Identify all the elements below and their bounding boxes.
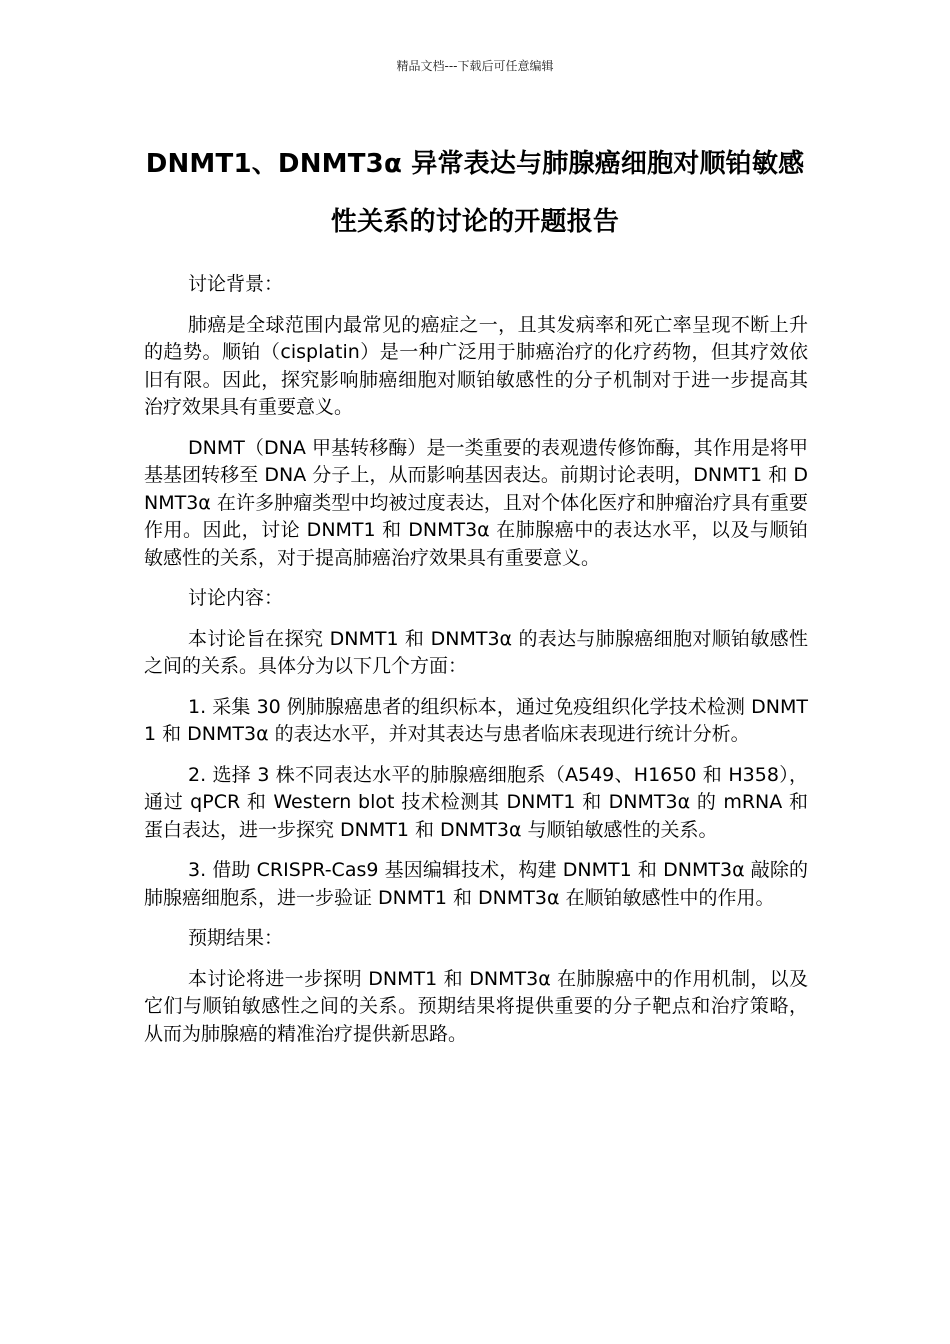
paragraph-results: 本讨论将进一步探明 DNMT1 和 DNMT3α 在肺腺癌中的作用机制，以及它们与顺铂敏感性之间的关系。预期结果将提供重要的分子靶点和治疗策略，从而为肺腺癌的精准治疗提供新思路。 [144, 967, 808, 1045]
paragraph-content-intro: 本讨论旨在探究 DNMT1 和 DNMT3α 的表达与肺腺癌细胞对顺铂敏感性之间的关系。具体分为以下几个方面： [144, 627, 808, 677]
list-item-3: 3. 借助 CRISPR-Cas9 基因编辑技术，构建 DNMT1 和 DNMT3α 敲除的肺腺癌细胞系，进一步验证 DNMT1 和 DNMT3α 在顺铂敏感性中的作用。 [144, 859, 808, 909]
document-title: DNMT1、DNMT3α 异常表达与肺腺癌细胞对顺铂敏感性关系的讨论的开题报告 [145, 149, 805, 237]
paragraph-background-2: DNMT（DNA 甲基转移酶）是一类重要的表观遗传修饰酶，其作用是将甲基基团转移至 DNA 分子上，从而影响基因表达。前期讨论表明，DNMT1 和 DNMT3α 在许多肿瘤类型中均被过度表达，且对个体化医疗和肿瘤治疗具有重要作用。因此，讨论 DNMT1 和 DNMT3α 在肺腺癌中的表达水平，以及与顺铂敏感性的关系，对于提高肺癌治疗效果具有重要意义。 [144, 436, 808, 569]
section-heading-background: 讨论背景： [188, 273, 284, 295]
list-item-2: 2. 选择 3 株不同表达水平的肺腺癌细胞系（A549、H1650 和 H358），通过 qPCR 和 Western blot 技术检测其 DNMT1 和 DNMT3α 的 mRNA 和蛋白表达，进一步探究 DNMT1 和 DNMT3α 与顺铂敏感性的关系。 [144, 763, 808, 841]
section-heading-content: 讨论内容： [188, 587, 284, 609]
document-body [144, 271, 808, 1061]
section-heading-results: 预期结果： [188, 927, 284, 949]
paragraph-background-1: 肺癌是全球范围内最常见的癌症之一，且其发病率和死亡率呈现不断上升的趋势。顺铂（cisplatin）是一种广泛用于肺癌治疗的化疗药物，但其疗效依旧有限。因此，探究影响肺癌细胞对顺铂敏感性的分子机制对于进一步提高其治疗效果具有重要意义。 [144, 313, 808, 418]
header-note: 精品文档---下载后可任意编辑 [396, 59, 554, 73]
list-item-1: 1. 采集 30 例肺腺癌患者的组织标本，通过免疫组织化学技术检测 DNMT1 和 DNMT3α 的表达水平，并对其表达与患者临床表现进行统计分析。 [144, 695, 808, 745]
